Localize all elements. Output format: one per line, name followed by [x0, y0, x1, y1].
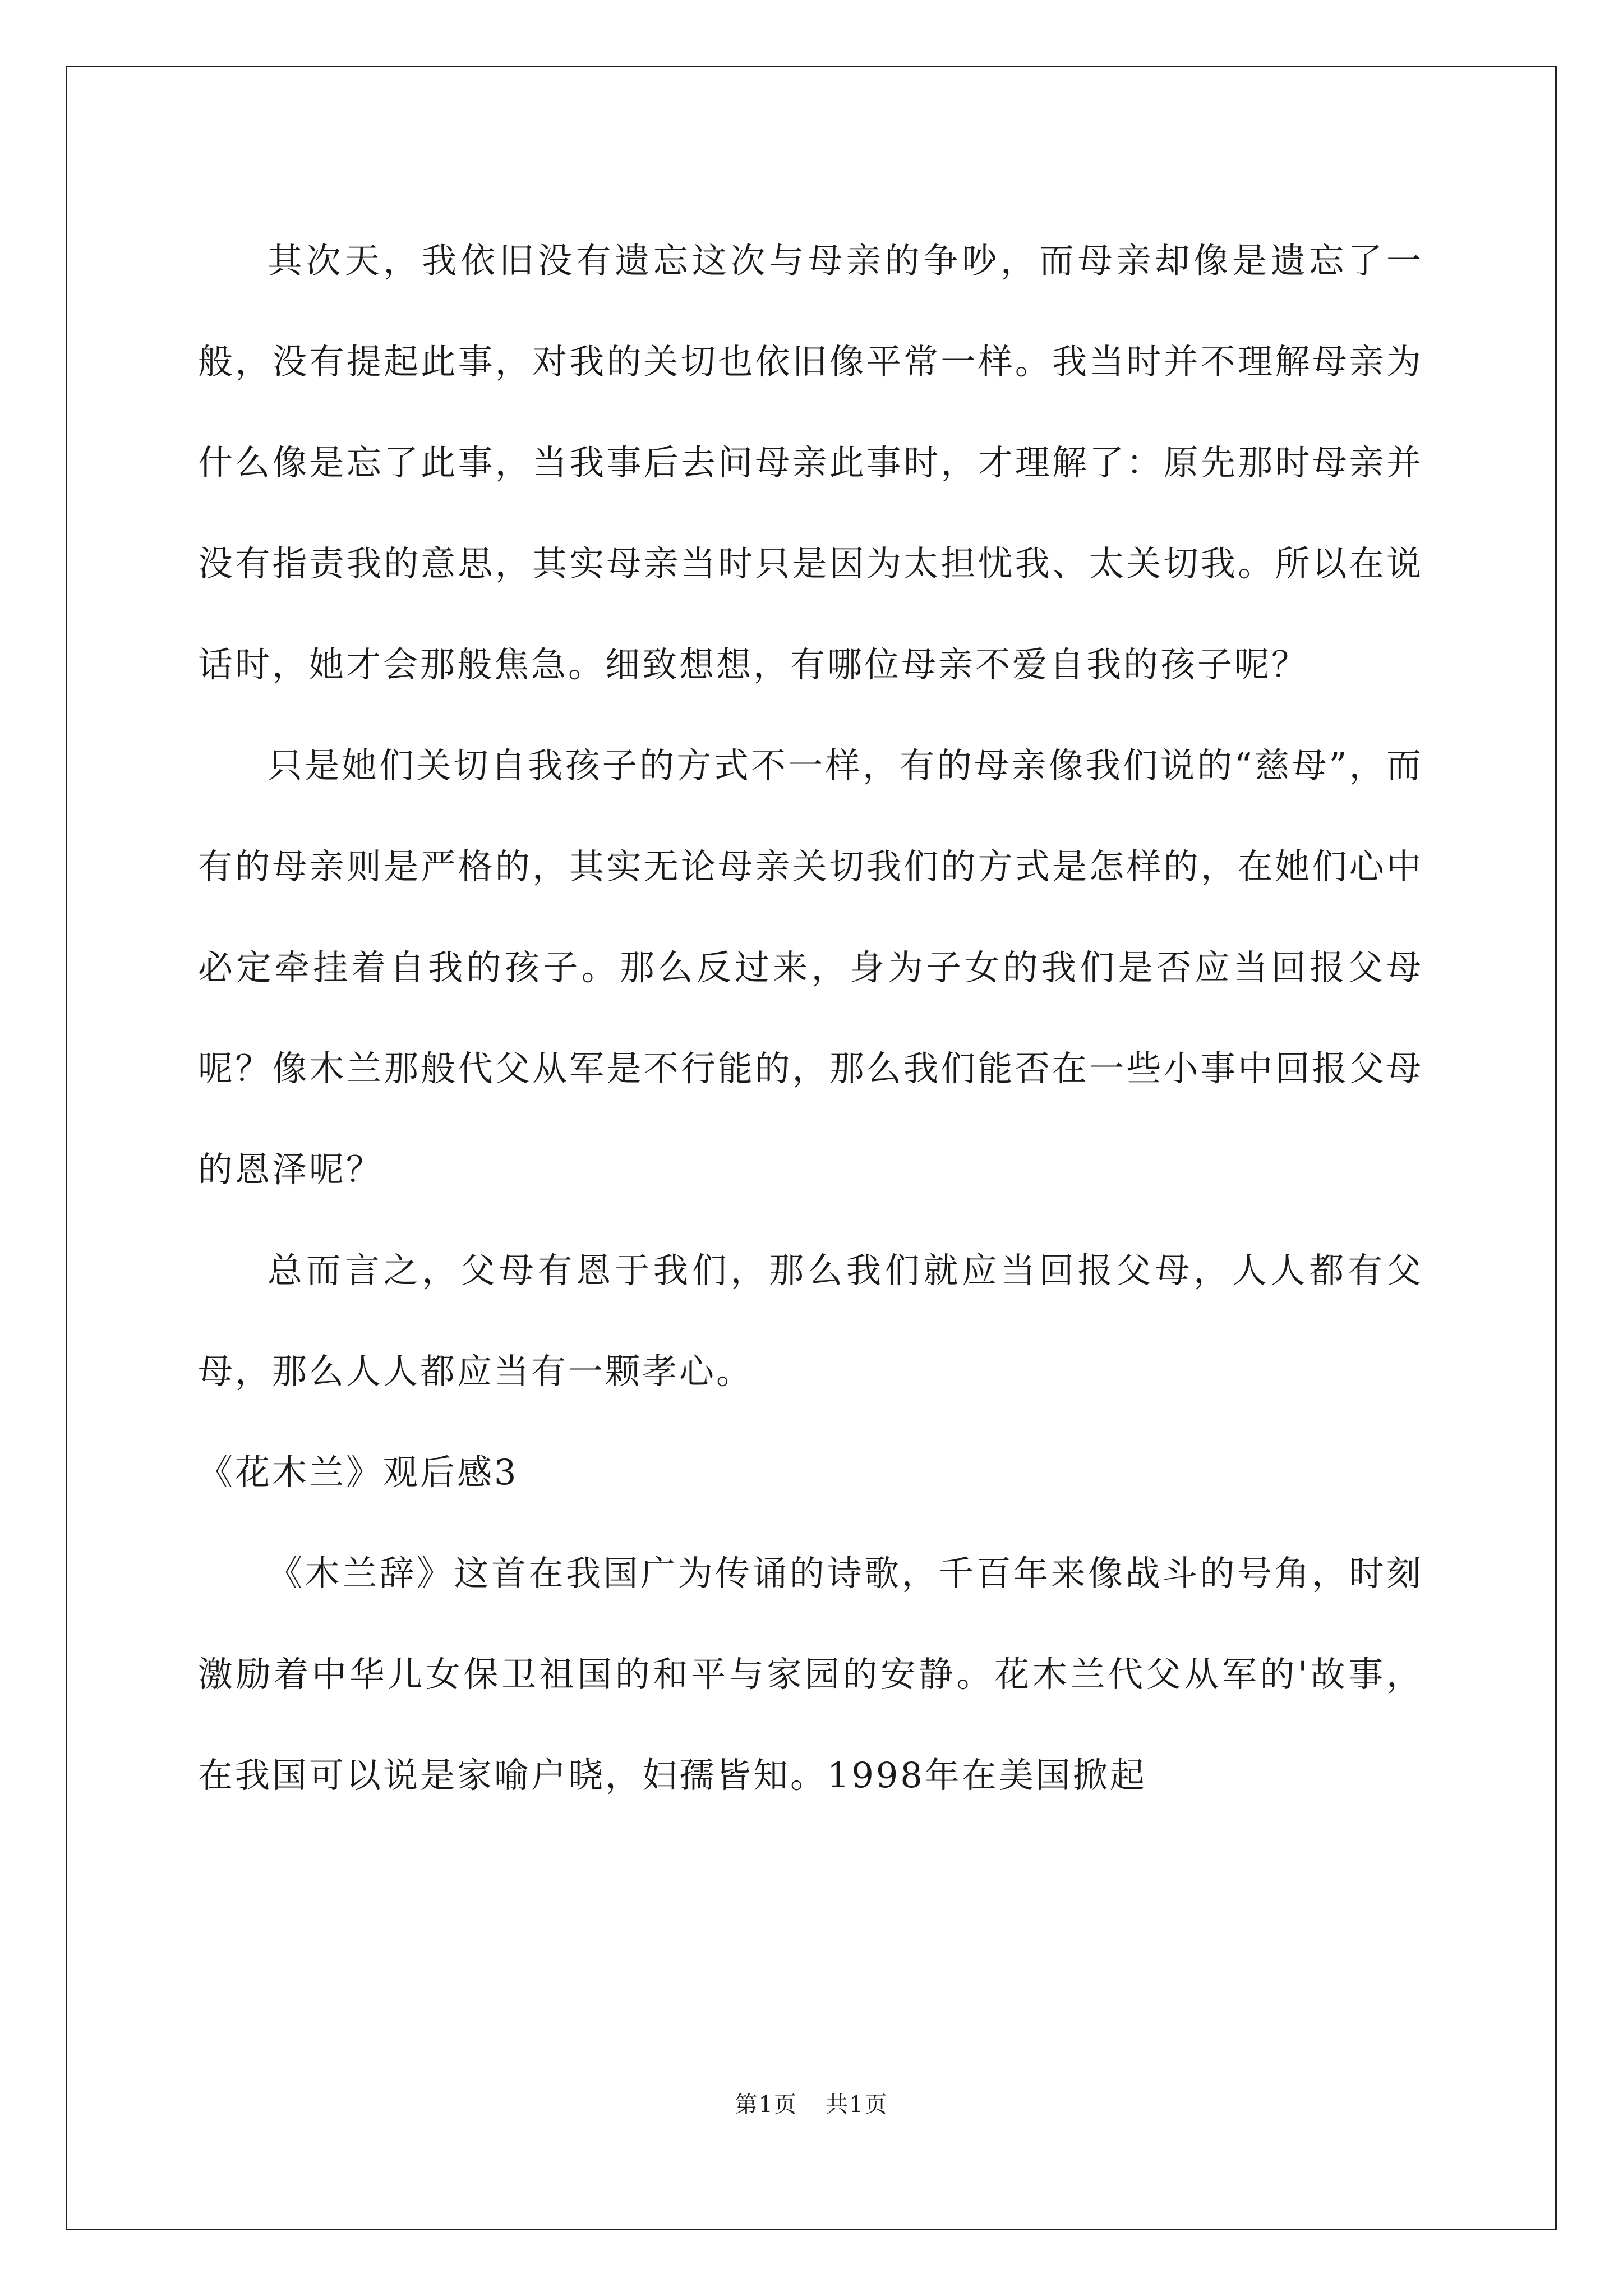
paragraph-4: 《木兰辞》这首在我国广为传诵的诗歌，千百年来像战斗的号角，时刻激励着中华儿女保卫祖国的和平与家园的安静。花木兰代父从军的'故事，在我国可以说是家喻户晓，妇孺皆知。1998年在美国掀起 [198, 1553, 1423, 1796]
paragraph-3: 总而言之，父母有恩于我们，那么我们就应当回报父母，人人都有父母，那么人人都应当有一颗孝心。 [198, 1250, 1423, 1392]
page-total: 共1页 [826, 2092, 888, 2118]
paragraph-1: 其次天，我依旧没有遗忘这次与母亲的争吵，而母亲却像是遗忘了一般，没有提起此事，对我的关切也依旧像平常一样。我当时并不理解母亲为什么像是忘了此事，当我事后去问母亲此事时，才理解了：原先那时母亲并没有指责我的意思，其实母亲当时只是因为太担忧我、太关切我。所以在说话时，她才会那般焦急。细致想想，有哪位母亲不爱自我的孩子呢？ [198, 240, 1423, 685]
section-heading: 《花木兰》观后感3 [198, 1452, 519, 1493]
page-footer [0, 2087, 1623, 2119]
paragraph-2: 只是她们关切自我孩子的方式不一样，有的母亲像我们说的“慈母”，而有的母亲则是严格的，其实无论母亲关切我们的方式是怎样的，在她们心中必定牵挂着自我的孩子。那么反过来，身为子女的我们是否应当回报父母呢？像木兰那般代父从军是不行能的，那么我们能否在一些小事中回报父母的恩泽呢？ [198, 745, 1423, 1190]
document-body [198, 210, 1423, 1826]
page-number: 第1页 [735, 2092, 797, 2118]
